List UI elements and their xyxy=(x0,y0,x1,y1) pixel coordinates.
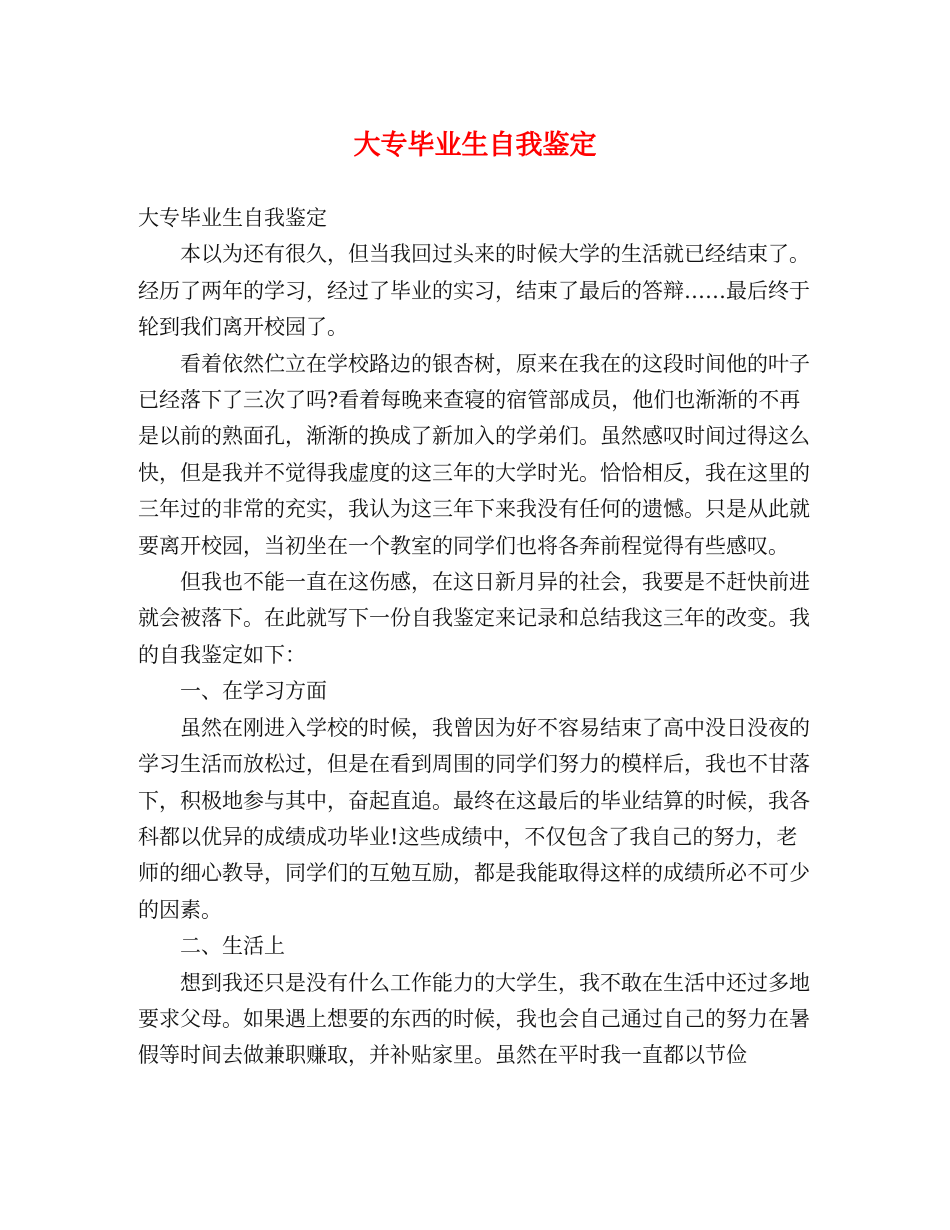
paragraph-intro: 本以为还有很久，但当我回过头来的时候大学的生活就已经结束了。经历了两年的学习，经过了毕业的实习，结束了最后的答辩……最后终于轮到我们离开校园了。 xyxy=(138,242,810,340)
section-heading-study: 一、在学习方面 xyxy=(180,679,327,704)
document-body xyxy=(138,200,818,1074)
paragraph-life: 想到我还只是没有什么工作能力的大学生，我不敢在生活中还过多地要求父母。如果遇上想要的东西的时候，我也会自己通过自己的努力在暑假等时间去做兼职赚取，并补贴家里。虽然在平时我一直都以节俭 xyxy=(138,970,810,1068)
paragraph-ginkgo: 看着依然伫立在学校路边的银杏树，原来在我在的这段时间他的叶子已经落下了三次了吗?看着每晚来查寝的宿管部成员，他们也渐渐的不再是以前的熟面孔，渐渐的换成了新加入的学弟们。虽然感叹时间过得这么快，但是我并不觉得我虚度的这三年的大学时光。恰恰相反，我在这里的三年过的非常的充实，我认为这三年下来我没有任何的遗憾。只是从此就要离开校园，当初坐在一个教室的同学们也将各奔前程觉得有些感叹。 xyxy=(138,351,810,558)
section-heading-life: 二、生活上 xyxy=(180,934,285,959)
subtitle-paragraph: 大专毕业生自我鉴定 xyxy=(138,206,327,230)
paragraph-transition: 但我也不能一直在这伤感，在这日新月异的社会，我要是不赶快前进就会被落下。在此就写下一份自我鉴定来记录和总结我这三年的改变。我的自我鉴定如下： xyxy=(138,570,810,667)
document-title: 大专毕业生自我鉴定 xyxy=(353,130,597,161)
paragraph-study: 虽然在刚进入学校的时候，我曾因为好不容易结束了高中没日没夜的学习生活而放松过，但是在看到周围的同学们努力的模样后，我也不甘落下，积极地参与其中，奋起直追。最终在这最后的毕业结算的时候，我各科都以优异的成绩成功毕业!这些成绩中，不仅包含了我自己的努力，老师的细心教导，同学们的互勉互励，都是我能取得这样的成绩所必不可少的因素。 xyxy=(138,715,810,922)
